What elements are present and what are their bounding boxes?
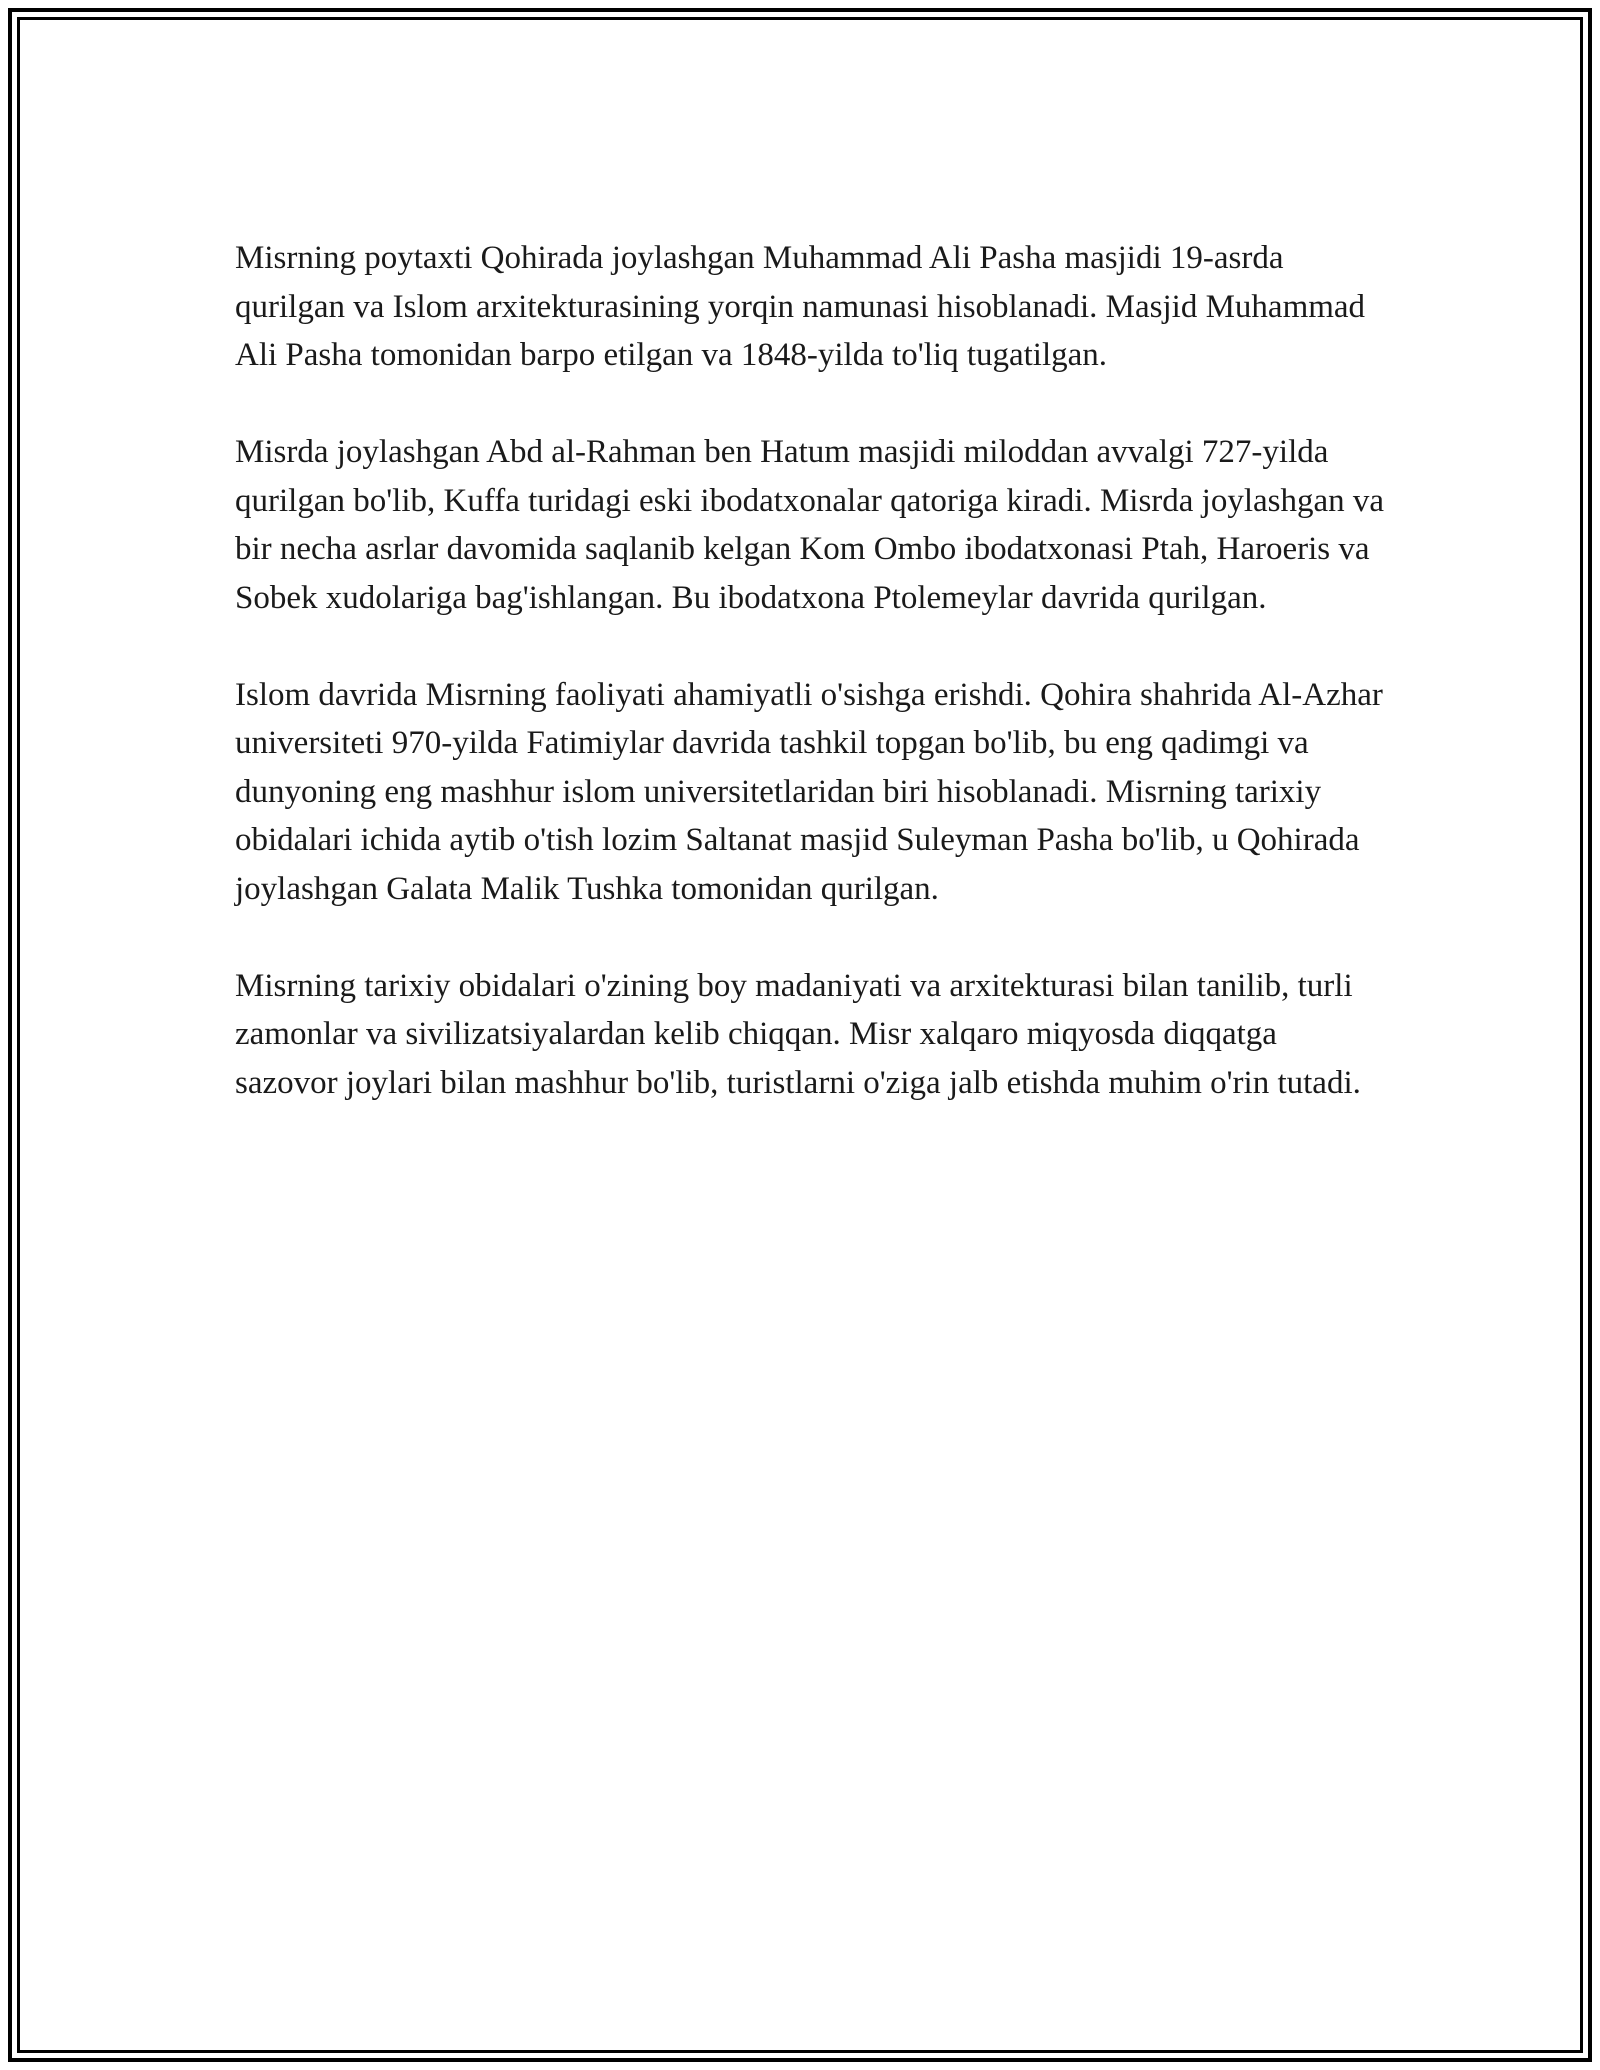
document-body — [235, 234, 1385, 1156]
paragraph-2: Misrda joylashgan Abd al-Rahman ben Hatum masjidi miloddan avvalgi 727-yilda qurilgan bo'lib, Kuffa turidagi eski ibodatxonalar qatoriga kiradi. Misrda joylashgan va bir necha asrlar davomida saqlanib kelgan Kom Ombo ibodatxonasi Ptah, Haroeris va Sobek xudolariga bag'ishlangan. Bu ibodatxona Ptolemeylar davrida qurilgan. — [235, 434, 1385, 616]
paragraph-1: Misrning poytaxti Qohirada joylashgan Muhammad Ali Pasha masjidi 19-asrda qurilgan va Islom arxitekturasining yorqin namunasi hisoblanadi. Masjid Muhammad Ali Pasha tomonidan barpo etilgan va 1848-yilda to'liq tugatilgan. — [235, 240, 1366, 373]
paragraph-3: Islom davrida Misrning faoliyati ahamiyatli o'sishga erishdi. Qohira shahrida Al-Azhar universiteti 970-yilda Fatimiylar davrida tashkil topgan bo'lib, bu eng qadimgi va dunyoning eng mashhur islom universitetlaridan biri hisoblanadi. Misrning tarixiy obidalari ichida aytib o'tish lozim Saltanat masjid Suleyman Pasha bo'lib, u Qohirada joylashgan Galata Malik Tushka tomonidan qurilgan. — [235, 676, 1383, 907]
paragraph-4: Misrning tarixiy obidalari o'zining boy madaniyati va arxitekturasi bilan tanilib, turli zamonlar va sivilizatsiyalardan kelib chiqqan. Misr xalqaro miqyosda diqqatga sazovor joylari bilan mashhur bo'lib, turistlarni o'ziga jalb etishda muhim o'rin tutadi. — [235, 967, 1361, 1101]
